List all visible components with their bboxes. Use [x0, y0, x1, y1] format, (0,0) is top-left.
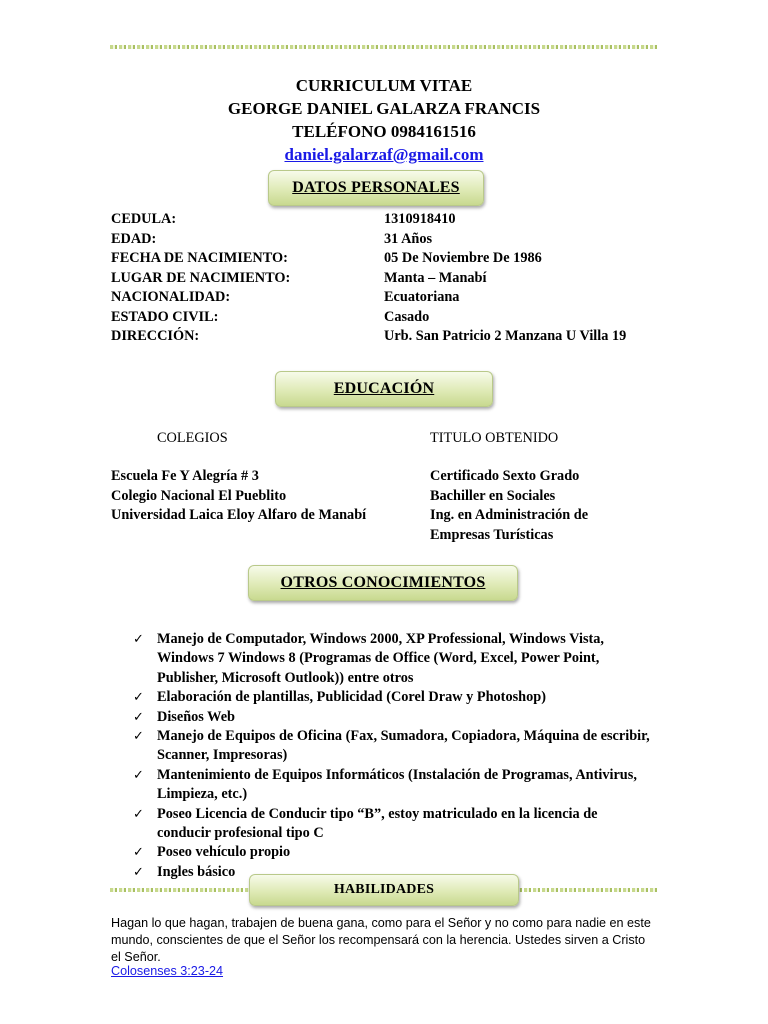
value-estado-civil: Casado: [384, 308, 430, 325]
quote-reference-link[interactable]: Colosenses 3:23-24: [111, 964, 224, 978]
bible-quote: Hagan lo que hagan, trabajen de buena gana, como para el Señor y no como para nadie en este mundo, conscientes de que el Señor los recompensará con la herencia. Ustedes sirven a Cristo el Señor.: [111, 916, 651, 964]
list-item: ✓ Diseños Web: [131, 708, 651, 727]
value-lugar-nacimiento: Manta – Manabí: [384, 269, 487, 286]
list-item: ✓ Manejo de Computador, Windows 2000, XP Professional, Windows Vista, Windows 7 Windows 8 (Programas de Office (Word, Excel, Power Point, Publisher, Microsoft Outlook)) entre otros: [133, 631, 604, 686]
list-item: ✓ Manejo de Equipos de Oficina (Fax, Sumadora, Copiadora, Máquina de escribir, Scanner, Impresoras): [133, 728, 650, 764]
list-item: ✓ Mantenimiento de Equipos Informáticos (Instalación de Programas, Antivirus, Limpieza, etc.): [133, 766, 637, 803]
person-name: GEORGE DANIEL GALARZA FRANCIS: [227, 99, 541, 118]
col-header-titulo: TITULO OBTENIDO: [430, 430, 559, 446]
label-edad: EDAD:: [111, 230, 157, 247]
checkmark-icon: ✓: [133, 845, 144, 861]
email-link[interactable]: daniel.galarzaf@gmail.com: [284, 145, 484, 164]
degree-item: Bachiller en Sociales: [430, 487, 556, 504]
list-item: ✓ Poseo vehículo propio: [131, 843, 651, 862]
label-estado-civil: ESTADO CIVIL:: [111, 308, 219, 325]
label-cedula: CEDULA:: [111, 211, 177, 227]
value-fecha-nacimiento: 05 De Noviembre De 1986: [384, 250, 542, 266]
value-direccion: Urb. San Patricio 2 Manzana U Villa 19: [384, 328, 627, 344]
label-nacionalidad: NACIONALIDAD:: [111, 289, 231, 305]
school-item: Universidad Laica Eloy Alfaro de Manabí: [111, 507, 367, 523]
section-otros-conocimientos: OTROS CONOCIMIENTOS: [248, 565, 518, 601]
degree-item: Certificado Sexto Grado: [430, 468, 580, 484]
checkmark-icon: ✓: [133, 729, 144, 745]
label-lugar-nacimiento: LUGAR DE NACIMIENTO:: [111, 269, 291, 286]
list-item: ✓ Poseo Licencia de Conducir tipo “B”, estoy matriculado en la licencia de conducir profesional tipo C: [133, 805, 598, 842]
checkmark-icon: ✓: [133, 864, 144, 880]
school-item: Escuela Fe Y Alegría # 3: [111, 468, 259, 484]
value-edad: 31 Años: [384, 230, 433, 247]
top-border: [110, 45, 658, 49]
checkmark-icon: ✓: [133, 690, 144, 706]
checkmark-icon: ✓: [133, 767, 144, 783]
section-educacion: EDUCACIÓN: [275, 371, 493, 407]
list-item: ✓ Elaboración de plantillas, Publicidad (Corel Draw y Photoshop): [131, 688, 651, 707]
phone: TELÉFONO 0984161516: [292, 122, 476, 141]
label-fecha-nacimiento: FECHA DE NACIMIENTO:: [111, 250, 288, 266]
checkmark-icon: ✓: [133, 632, 144, 647]
section-datos-personales: DATOS PERSONALES: [268, 170, 484, 206]
value-cedula: 1310918410: [384, 211, 456, 227]
col-header-colegios: COLEGIOS: [157, 430, 228, 446]
checkmark-icon: ✓: [133, 806, 144, 822]
list-item: ✓ Ingles básico: [131, 863, 651, 882]
section-habilidades: HABILIDADES: [249, 874, 519, 906]
degree-item: Empresas Turísticas: [430, 526, 554, 543]
header: [0, 74, 768, 166]
checkmark-icon: ✓: [133, 709, 144, 725]
school-item: Colegio Nacional El Pueblito: [111, 487, 287, 504]
cv-title: CURRICULUM VITAE: [295, 76, 473, 95]
label-direccion: DIRECCIÓN:: [111, 328, 200, 344]
value-nacionalidad: Ecuatoriana: [384, 289, 460, 305]
knowledge-list: [131, 630, 651, 882]
degree-item: Ing. en Administración de: [430, 507, 589, 523]
